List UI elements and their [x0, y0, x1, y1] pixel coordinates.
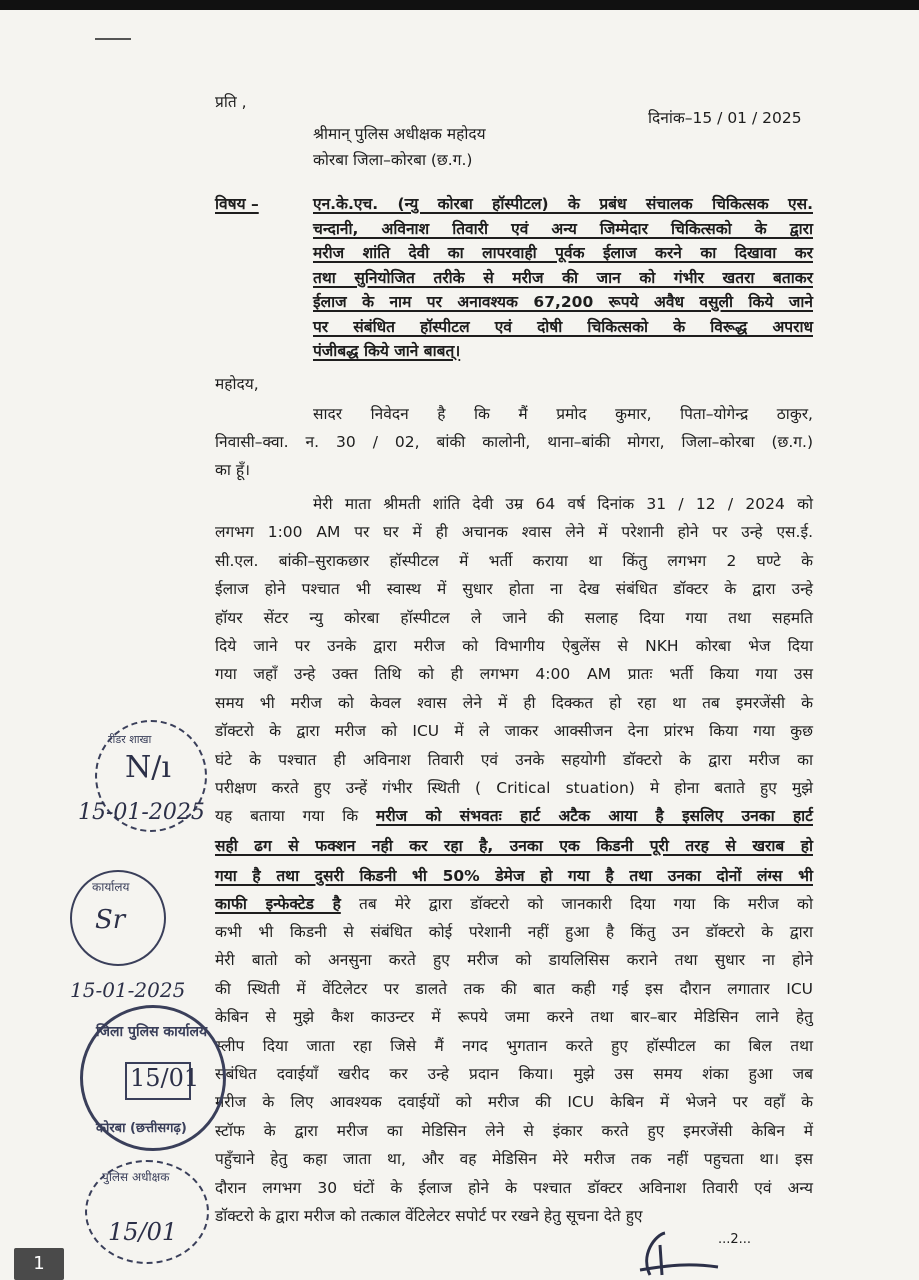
bottom-stamp-label: पुलिस अधीक्षक — [102, 1170, 170, 1184]
para2-line: सी.एल. बांकी–सुराकछार हॉस्पीटल में भर्ती कराया था किंतु लगभग 2 घण्टे के — [215, 551, 813, 570]
subject-line: पर संबंधित हॉस्पीटल एवं दोषी चिकित्सको के विरूद्ध अपराध — [313, 317, 813, 336]
para2-line12-underlined: मरीज को संभवतः हार्ट अटैक आया है इसलिए उनका हार्ट — [376, 807, 813, 825]
para2-line15-underlined: काफी इन्फेक्टेड है — [215, 895, 341, 913]
para2-line: परीक्षण करते हुए उन्हें गंभीर स्थिती ( Critical stuation) मे होना बताते हुए मुझे — [215, 779, 813, 797]
para2-line14: गया है तथा दुसरी किडनी भी 50% डेमेज हो गया है तथा उनका दोनों लंग्स भी — [215, 867, 813, 885]
police-office-place: कोरबा (छत्तीसगढ़) — [96, 1121, 187, 1136]
para2-line: समय भी मरीज को केवल श्वास लेने में ही दिक्कत हो रहा था तब इमरजेंसी के — [215, 693, 813, 712]
para2-line — [215, 894, 813, 914]
receipt-initials: N/ı — [125, 750, 171, 785]
para1-line: सादर निवेदन है कि मैं प्रमोद कुमार, पिता–योगेन्द्र ठाकुर, — [313, 405, 813, 423]
para2-line: डॉक्टरो के द्वारा मरीज को ICU में ले जाकर आक्सीजन देना प्रांरभ किया गया कुछ — [215, 722, 813, 741]
subject-line: चन्दानी, अविनाश तिवारी एवं अन्य जिम्मेदार चिकित्सको के द्वारा — [313, 219, 813, 238]
subject-line: तथा सुनियोजित तरीके से मरीज की जान को गंभीर खतरा बताकर — [313, 268, 813, 287]
para1-line: का हूँ। — [215, 461, 250, 479]
receipt-date: 15-01-2025 — [78, 800, 205, 825]
continued-marker: ...2... — [718, 1232, 752, 1247]
para2-line: दौरान लगभग 30 घंटों के ईलाज होने के पश्चात डॉक्टर अविनाश तिवारी एवं अन्य — [215, 1178, 813, 1197]
para2-line: घंटे के पश्चात ही अविनाश तिवारी एवं उनके सहयोगी डॉक्टरो के द्वारा मरीज का — [215, 750, 813, 769]
para2-line — [215, 806, 813, 826]
para2-line: मेरी बातो को अनसुना करते हुए मरीज को डायलिसिस कराने तथा सुधार ना होने — [215, 951, 813, 970]
office-stamp-label: कार्यालय — [92, 880, 130, 894]
para2-line12-plain: यह बताया गया कि — [215, 807, 377, 825]
para2-line13: सही ढग से फक्शन नही कर रहा है, उनका एक किडनी पूरी तरह से खराब हो — [215, 837, 813, 855]
corner-mark — [95, 38, 131, 40]
para1-line: निवासी–क्वा. न. 30 / 02, बांकी कालोनी, थाना–बांकी मोगरा, जिला–कोरबा (छ.ग.) — [215, 433, 813, 451]
bottom-stamp-date: 15/01 — [108, 1218, 178, 1246]
top-black-bar — [0, 0, 919, 10]
subject-line: ईलाज के नाम पर अनावश्यक 67,200 रूपये अवैध वसुली किये जाने — [313, 293, 813, 311]
para2-line: केबिन से मुझे कैश काउन्टर में रूपये जमा करने तथा बार–बार मेडिसिन लाने हेतु — [215, 1008, 813, 1027]
para2-line: स्लीप दिया जाता रहा जिसे मैं नगद भुगतान करते हुए हॉस्पीटल का बिल तथा — [215, 1036, 813, 1055]
subject-line: एन.के.एच. (न्यु कोरबा हॉस्पीटल) के प्रबंध संचालक चिकित्सक एस. — [313, 195, 813, 213]
inward-date: 15-01-2025 — [70, 978, 186, 1002]
inward-number: 15/01 — [130, 1064, 200, 1092]
subject-line: मरीज शांति देवी का लापरवाही पूर्वक ईलाज करने का दिखावा कर — [313, 244, 813, 262]
para2-line: ईलाज होने पश्चात भी स्वास्थ में सुधार होता ना देख संबंधित डॉक्टर के द्वारा उन्हे — [215, 580, 813, 599]
signature-mark — [630, 1225, 720, 1280]
para2-line: कभी भी किडनी से संबंधित कोई परेशानी नहीं हुआ है किंतु उन डॉक्टरो के द्वारा — [215, 923, 813, 941]
para2-line: गया जहाँ उन्हे उक्त तिथि को ही लगभग 4:00 AM प्रातः भर्ती किया गया उस — [215, 665, 813, 684]
para2-line: डॉक्टरो के द्वारा मरीज को तत्काल वेंटिलेटर सपोर्ट पर रखने हेतु सूचना देते हुए — [215, 1207, 643, 1225]
para2-line: स्टॉफ के द्वारा मरीज का मेडिसिन लेने से इंकार करते हुए इमरजेंसी केबिन में — [215, 1121, 813, 1140]
para2-line: लगभग 1:00 AM पर घर में ही अचानक श्वास लेने में परेशानी होने पर उन्हे एस.ई. — [215, 523, 813, 542]
para2-line: संबंधित दवाईयाँ खरीद कर उन्हे प्रदान किया। मुझे उस समय शंका हुआ जब — [215, 1065, 813, 1083]
receipt-stamp-label: रीडर शाखा — [108, 733, 152, 746]
para2-line: पहुँचाने हेतु कहा जाता था, और वह मेडिसिन मेरे मरीज तक नहीं पहुचता था। इस — [215, 1150, 813, 1169]
police-office-name: जिला पुलिस कार्यालय — [96, 1024, 208, 1040]
para2-line: मरीज के लिए आवश्यक दवाईयों को मरीज की ICU केबिन में भेजने पर वहाँ के — [215, 1093, 813, 1112]
addressee-line-2: कोरबा जिला–कोरबा (छ.ग.) — [313, 151, 473, 169]
subject-label: विषय – — [215, 195, 259, 213]
salutation: महोदय, — [215, 375, 259, 393]
office-signature: Sr — [95, 905, 126, 935]
para2-line: की स्थिती में वेंटिलेटर पर डालते तक की बात कही गई इस दौरान लगातार ICU — [215, 979, 813, 998]
para2-line: दिये जाने पर उनके द्वारा मरीज को विभागीय ऐबुलेंस से NKH कोरबा भेज दिया — [215, 637, 813, 655]
para2-line: हॉयर सेंटर न्यु कोरबा हॉस्पीटल ले जाने की सलाह दिया गया तथा सहमति — [215, 608, 813, 627]
page-number-badge: 1 — [14, 1248, 64, 1280]
letter-date: दिनांक–15 / 01 / 2025 — [648, 109, 802, 127]
subject-line: पंजीबद्ध किये जाने बाबत्। — [313, 342, 461, 360]
to-label: प्रति , — [215, 93, 247, 111]
para2-line15-plain: तब मेरे द्वारा डॉक्टरो को जानकारी दिया गया कि मरीज को — [340, 895, 813, 913]
addressee-line-1: श्रीमान् पुलिस अधीक्षक महोदय — [313, 125, 486, 143]
para2-line: मेरी माता श्रीमती शांति देवी उम्र 64 वर्ष दिनांक 31 / 12 / 2024 को — [313, 495, 813, 513]
